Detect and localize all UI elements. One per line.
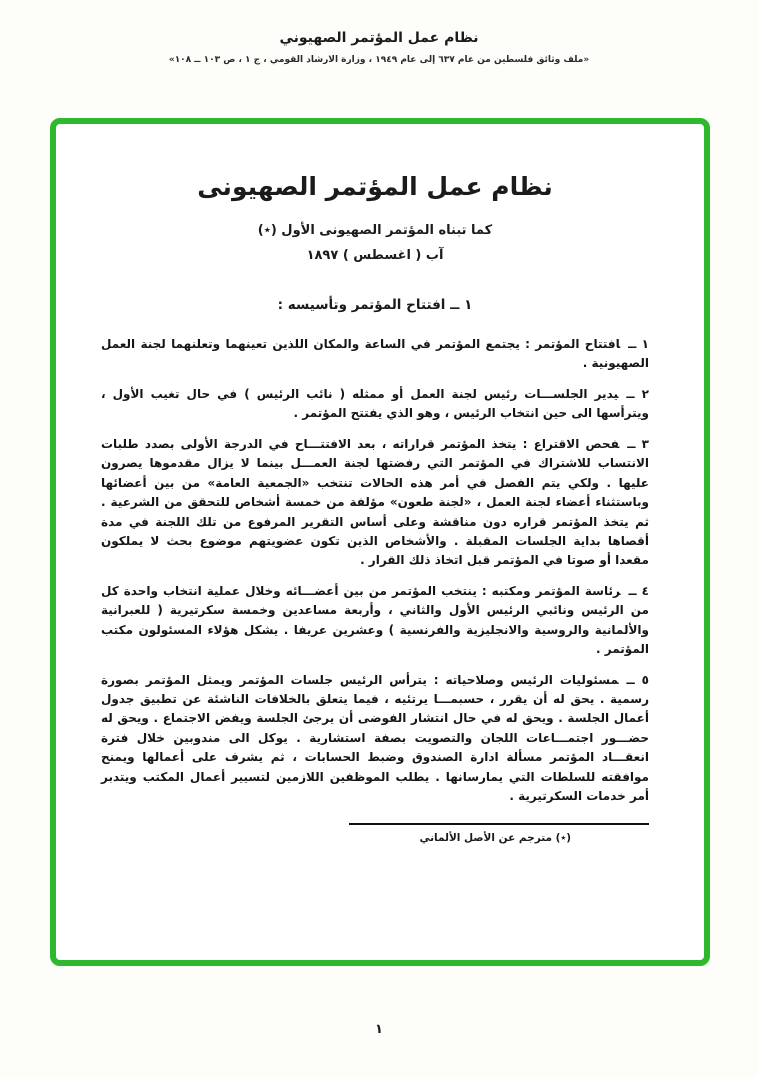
paragraph-number: ٤ ــ [628, 583, 649, 598]
numbered-paragraph-3 [101, 435, 649, 571]
paragraph-text: رئاسة المؤتمر ومكتبه : ينتخب المؤتمر من بين أعضـــائه وخلال عملية انتخاب واحدة كل من الرئيس ونائبي الرئيس الأول والثاني ، وأربعة مساعدين وخمسة سكرتيرية ( للعبرانية والألمانية والروسية والانجليزية والفرنسية ) وعشرين عريفا . يشكل هؤلاء المسئولون مكتب المؤتمر . [101, 583, 649, 657]
document-subtitle: كما تبناه المؤتمر الصهيونى الأول (٭) [257, 223, 493, 238]
footnote-text: (٭) مترجم عن الأصل الألماني [419, 831, 571, 844]
paragraph-number: ٥ ــ [626, 672, 649, 687]
page-header [0, 0, 758, 65]
page-number: ١ [375, 1022, 383, 1037]
header-citation: «ملف وثائق فلسطين من عام ٦٣٧ إلى عام ١٩٤٩ ، وزارة الارشاد القومي ، ج ١ ، ص ١٠٣ ــ ١٠٨» [168, 55, 590, 65]
paragraph-text: يدير الجلســـات رئيس لجنة العمل أو ممثله ( نائب الرئيس ) في حال تغيب الأول ، ويترأسها الى حين انتخاب الرئيس ، وهو الذي يفتتح المؤتمر . [101, 386, 649, 421]
document-title: نظام عمل المؤتمر الصهيونى [197, 172, 553, 201]
paragraph-text: افتتاح المؤتمر : يجتمع المؤتمر في الساعة والمكان اللذين تعينهما وتعلنهما لجنة العمل الصهيونية . [101, 337, 649, 371]
paragraph-number: ٢ ــ [626, 386, 649, 401]
paragraph-number: ١ ــ [628, 337, 649, 351]
numbered-paragraph-2 [101, 385, 649, 424]
footnote-divider [349, 823, 649, 825]
paragraph-text: مسئوليات الرئيس وصلاحياته : يترأس الرئيس جلسات المؤتمر ويمثل المؤتمر بصورة رسمية . يحق له أن يقرر ، حسبمـــا يرتئيه ، فيما يتعلق بالخلافات الناشئة عن تطبيق جدول أعمال الجلسة . ويحق له في حال انتشار الفوضى أن يرجئ الجلسة ويفض الاجتماع . ويحق له حضـــور اجتمـــاعات اللجان والتصويت بصفة استشارية . يوكل الى مندوبين خلال فترة انعقـــاد المؤتمر مسألة ادارة الصندوق وضبط الحسابات ، ثم يشرف على أعمالها ويمنح موافقته للسلطات التي يمارسانها . يطلب الموظفين اللازمين لتسيير أعمال المكتب ويتدبر أمر خدمات السكرتيرية . [101, 672, 649, 804]
numbered-paragraph-1 [101, 335, 649, 374]
document-frame [50, 118, 710, 966]
paragraph-number: ٣ ــ [627, 436, 649, 451]
section-heading: ١ ــ افتتاح المؤتمر وتأسيسه : [277, 297, 473, 313]
paragraph-text: فحص الاقتراع : يتخذ المؤتمر قراراته ، بعد الافتتـــاح في الدرجة الأولى بصدد طلبات الانتساب للاشتراك في المؤتمر التي رفضتها لجنة العمـــل بينما لا يزال مقدموها يصرون عليها . ولكي يتم الفصل في أمر هذه الحالات تنتخب «الجمعية العامة» من بين أعضائها وباستثناء أعضاء لجنة العمل ، «لجنة طعون» مؤلفة من خمسة أشخاص للتحقق من الشرعية . ثم يتخذ المؤتمر قراره دون مناقشة وعلى أساس التقرير المرفوع من تلك اللجنة في مدة أقصاها بداية الجلسات المقبلة . والأشخاص الذين تكون عضويتهم موضوع بحث لا يملكون مقعدا أو صوتا في المؤتمر قبل اتخاذ ذلك القرار . [101, 436, 649, 568]
document-date-line: آب ( اغسطس ) ١٨٩٧ [306, 248, 444, 263]
numbered-paragraph-4 [101, 582, 649, 660]
numbered-paragraph-5 [101, 671, 649, 807]
header-title: نظام عمل المؤتمر الصهيوني [279, 30, 479, 46]
